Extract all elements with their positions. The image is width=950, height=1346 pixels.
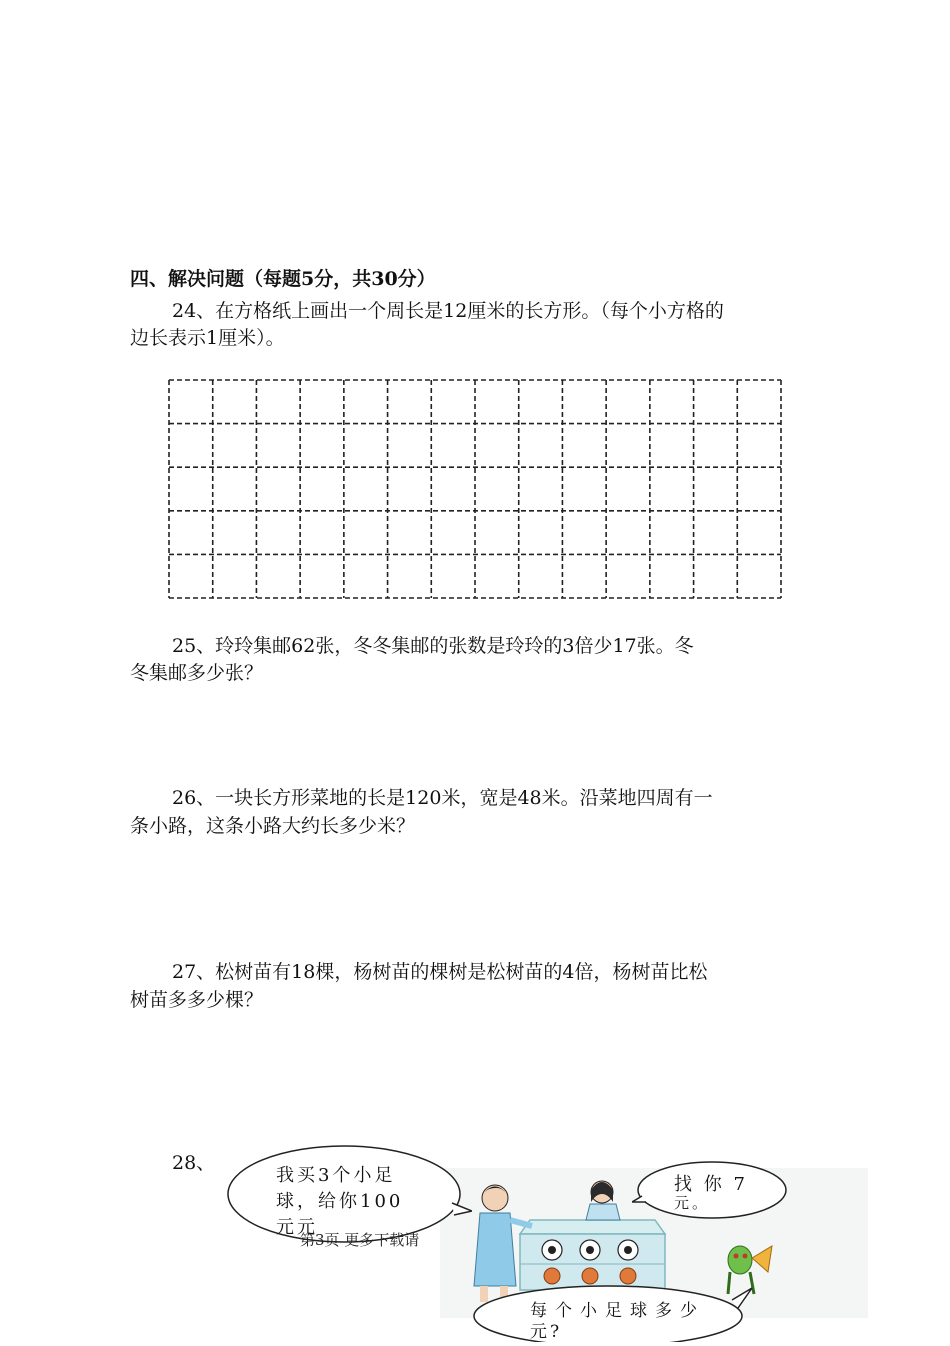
page-footer: 第3页 更多下载请 [300, 1231, 420, 1249]
question-25-line1: 25、玲玲集邮62张，冬冬集邮的张数是玲玲的3倍少17张。冬 [172, 635, 694, 657]
question-26-line1: 26、一块长方形菜地的长是120米，宽是48米。沿菜地四周有一 [172, 787, 713, 809]
question-speech-bubble [470, 1282, 754, 1342]
question-speech-line1: 每个小足球多少 [530, 1301, 705, 1321]
section-title: 四、解决问题（每题5分，共30分） [130, 268, 436, 290]
question-24-line1: 24、在方格纸上画出一个周长是12厘米的长方形。（每个小方格的 [172, 300, 724, 322]
question-25-line2: 冬集邮多少张？ [130, 662, 264, 684]
question-27-line1: 27、松树苗有18棵，杨树苗的棵树是松树苗的4倍，杨树苗比松 [172, 961, 708, 983]
square-grid-paper [168, 379, 782, 599]
girl-speech-line3: 元元 [276, 1217, 318, 1238]
question-28-number: 28、 [172, 1152, 216, 1174]
seller-speech-line1: 找 你 7 [674, 1174, 748, 1195]
question-speech-line2: 元? [530, 1322, 563, 1342]
seller-speech-bubble [632, 1158, 788, 1222]
question-24-line2: 边长表示1厘米）。 [130, 327, 285, 349]
girl-speech-line2: 球，给你100 [276, 1191, 404, 1212]
question-26-line2: 条小路，这条小路大约长多少米？ [130, 815, 416, 837]
question-27-line2: 树苗多多少棵？ [130, 989, 264, 1011]
seller-speech-line2: 元。 [674, 1194, 711, 1212]
girl-speech-line1: 我买3个小足 [276, 1165, 396, 1186]
